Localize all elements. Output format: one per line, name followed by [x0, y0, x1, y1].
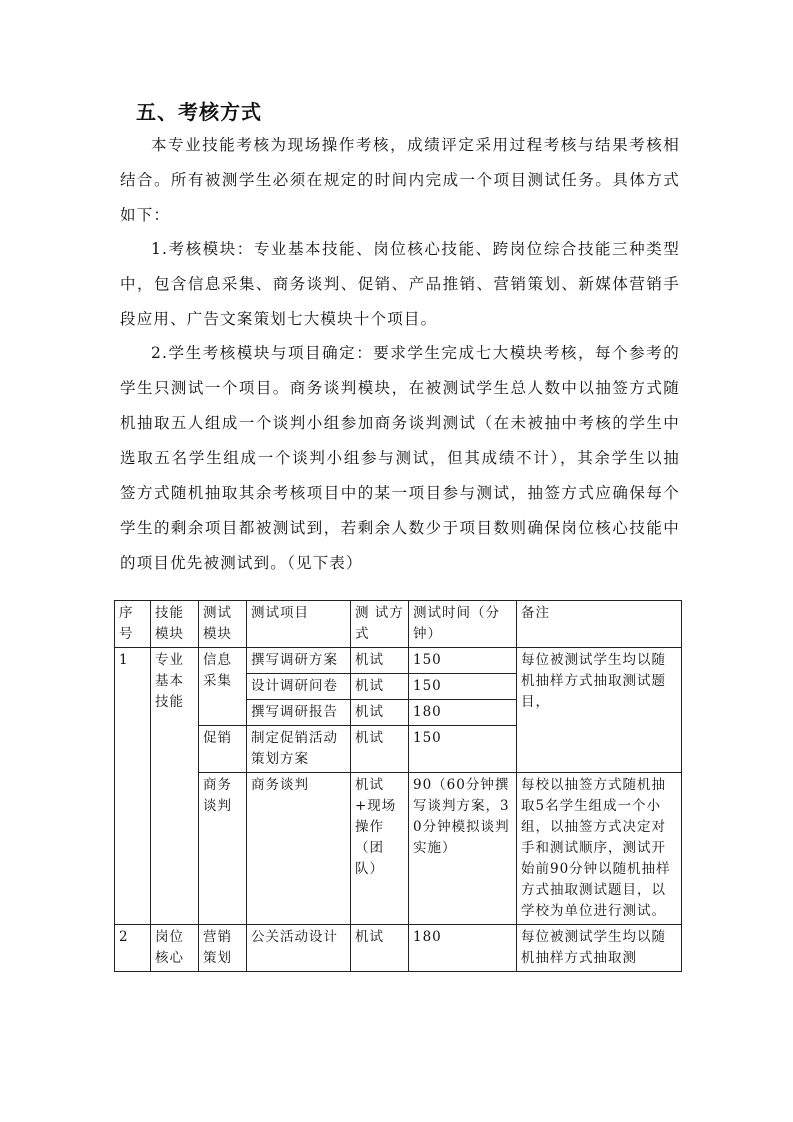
- cell-item: 制定促销活动策划方案: [247, 726, 351, 773]
- cell-method: 机试: [351, 726, 409, 773]
- table-row: [115, 925, 682, 972]
- cell-time: 150: [409, 726, 517, 773]
- cell-item: 公关活动设计: [247, 925, 351, 972]
- cell-item: 商务谈判: [247, 773, 351, 925]
- cell-method: 机试+现场操作（团队）: [351, 773, 409, 925]
- cell-method: 机试: [351, 674, 409, 700]
- table-row: [115, 648, 682, 674]
- cell-item: 撰写调研方案: [247, 648, 351, 674]
- table-row: [115, 773, 682, 925]
- header-time: 测试时间（分钟）: [409, 601, 517, 648]
- cell-module: 商务谈判: [199, 773, 247, 925]
- cell-note: 每位被测试学生均以随机抽样方式抽取测: [517, 925, 682, 972]
- cell-method: 机试: [351, 700, 409, 726]
- cell-time: 90（60分钟撰写谈判方案，30分钟模拟谈判实施）: [409, 773, 517, 925]
- header-item: 测试项目: [247, 601, 351, 648]
- cell-module: 促销: [199, 726, 247, 773]
- paragraph-modules: 1.考核模块：专业基本技能、岗位核心技能、跨岗位综合技能三种类型中，包含信息采集、商务谈判、促销、产品推销、营销策划、新媒体营销手段应用、广告文案策划七大模块十个项目。: [120, 240, 680, 328]
- header-no: 序号: [115, 601, 151, 648]
- assessment-table: [114, 600, 682, 972]
- cell-method: 机试: [351, 648, 409, 674]
- cell-module: 信息采集: [199, 648, 247, 726]
- cell-time: 150: [409, 674, 517, 700]
- cell-no: 2: [115, 925, 151, 972]
- cell-note: 每校以抽签方式随机抽取5名学生组成一个小组，以抽签方式决定对手和测试顺序，测试开始前90分钟以随机抽样方式抽取测试题目，以学校为单位进行测试。: [517, 773, 682, 925]
- cell-time: 180: [409, 700, 517, 726]
- cell-item: 撰写调研报告: [247, 700, 351, 726]
- cell-skill: 岗位核心: [151, 925, 199, 972]
- cell-method: 机试: [351, 925, 409, 972]
- cell-skill: 专业基本技能: [151, 648, 199, 925]
- paragraph-intro: 本专业技能考核为现场操作考核，成绩评定采用过程考核与结果考核相结合。所有被测学生必须在规定的时间内完成一个项目测试任务。具体方式如下：: [120, 136, 680, 224]
- cell-time: 180: [409, 925, 517, 972]
- cell-time: 150: [409, 648, 517, 674]
- cell-no: 1: [115, 648, 151, 925]
- cell-item: 设计调研问卷: [247, 674, 351, 700]
- cell-module: 营销策划: [199, 925, 247, 972]
- paragraph-selection: 2.学生考核模块与项目确定：要求学生完成七大模块考核，每个参考的学生只测试一个项目。商务谈判模块，在被测试学生总人数中以抽签方式随机抽取五人组成一个谈判小组参加商务谈判测试（在未被抽中考核的学生中选取五名学生组成一个谈判小组参与测试，但其成绩不计），其余学生以抽签方式随机抽取其余考核项目中的某一项目参与测试，抽签方式应确保每个学生的剩余项目都被测试到，若剩余人数少于项目数则确保岗位核心技能中的项目优先被测试到。（见下表）: [120, 344, 680, 572]
- section-heading: 五、考核方式: [136, 100, 262, 124]
- header-module: 测试模块: [199, 601, 247, 648]
- cell-note: 每位被测试学生均以随机抽样方式抽取测试题目，: [517, 648, 682, 773]
- header-note: 备注: [517, 601, 682, 648]
- header-skill: 技能模块: [151, 601, 199, 648]
- header-method: 测 试方式: [351, 601, 409, 648]
- table-header-row: [115, 601, 682, 648]
